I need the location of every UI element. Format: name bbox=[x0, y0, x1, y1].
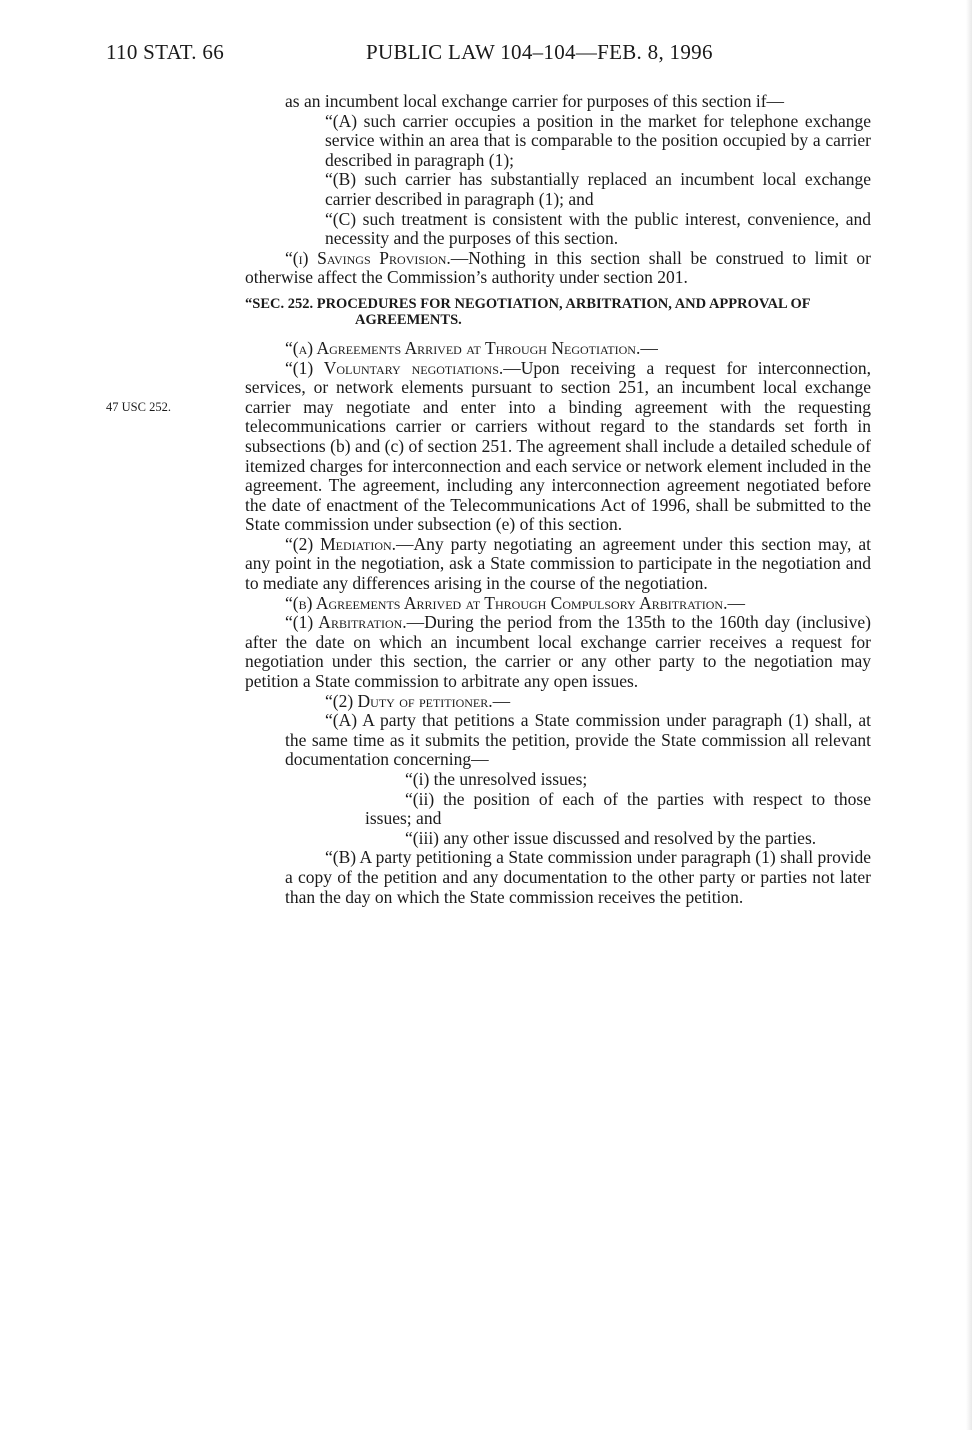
clause-a: “(A) such carrier occupies a position in the market for telephone exchange service within an area that is comparable to the position occupied by a carrier described in paragraph (1); bbox=[325, 110, 871, 170]
section-title: PROCEDURES FOR NEGOTIATION, ARBITRATION, AND APPROVAL OF AGREEMENTS. bbox=[316, 295, 811, 329]
section-label: “SEC. 252. bbox=[245, 295, 314, 312]
subparagraph-b2a: “(A) A party that petitions a State commission under paragraph (1) shall, at the same time as it submits the petition, provide the State commission all relevant documentation concerning— bbox=[285, 710, 871, 770]
section-heading bbox=[245, 296, 871, 329]
paragraph-a1 bbox=[205, 359, 871, 535]
subsection-a-heading: “(a) Agreements Arrived at Through Negotiation.— bbox=[285, 337, 658, 358]
clause-b2a-ii: “(ii) the position of each of the parties with respect to those issues; and bbox=[365, 788, 871, 829]
clause-c: “(C) such treatment is consistent with the public interest, convenience, and necessity and the purposes of this section. bbox=[325, 208, 871, 249]
public-law-reference: PUBLIC LAW 104–104—FEB. 8, 1996 bbox=[366, 40, 713, 64]
page-header bbox=[0, 40, 972, 74]
usc-margin-note: 47 USC 252. bbox=[106, 400, 171, 414]
paragraph-b1 bbox=[205, 613, 871, 691]
clause-b2a-i: “(i) the unresolved issues; bbox=[405, 769, 588, 789]
subsection-i-heading: “(i) Savings Provision. bbox=[285, 247, 451, 268]
paragraph-a1-heading: “(1) Voluntary negotiations. bbox=[285, 357, 504, 378]
paragraph-a1-text: —Upon receiving a request for interconnection, services, or network elements pursuant to section 251, an incumbent local exchange carrier may negotiate and enter into a binding agreement with the requesting telecommunications carrier or carriers without regard to the standards set forth in subsections (b) and (c) of section 251. The agreement shall include a detailed schedule of itemized charges for interconnection and each service or network element included in the agreement. The agreement, including any interconnection agreement negotiated before the date of enactment of the Telecommunications Act of 1996, shall be submitted to the State commission under subsection (e) of this section. bbox=[245, 357, 871, 535]
clause-b2a-iii: “(iii) any other issue discussed and resolved by the parties. bbox=[405, 827, 817, 848]
paragraph-a2 bbox=[205, 535, 871, 594]
paragraph-b1-heading: “(1) Arbitration. bbox=[285, 612, 407, 633]
paragraph-b1-text: —During the period from the 135th to the 160th day (inclusive) after the date on which an incumbent local exchange carrier receives a request for negotiation under this section, the carrier or any other party to the negotiation may petition a State commission to arbitrate any open issues. bbox=[245, 612, 871, 692]
paragraph-b2-heading: “(2) Duty of petitioner.— bbox=[325, 690, 511, 711]
subsection-i-text: —Nothing in this section shall be construed to limit or otherwise affect the Commission’s authority under section 201. bbox=[245, 247, 871, 288]
paragraph-continuation: as an incumbent local exchange carrier for purposes of this section if— bbox=[285, 91, 785, 111]
subparagraph-b2b: “(B) A party petitioning a State commission under paragraph (1) shall provide a copy of the petition and any documentation to the other party or parties not later than the day on which the State commission receives the petition. bbox=[285, 847, 871, 907]
page-edge bbox=[966, 0, 972, 1430]
statute-page-reference: 110 STAT. 66 bbox=[106, 40, 225, 64]
paragraph-a2-heading: “(2) Mediation. bbox=[285, 533, 397, 554]
clause-b: “(B) such carrier has substantially replaced an incumbent local exchange carrier described in paragraph (1); and bbox=[325, 169, 871, 209]
statute-text bbox=[245, 92, 871, 907]
paragraph-a2-text: —Any party negotiating an agreement under this section may, at any point in the negotiation, ask a State commission to participate in the negotiation and to mediate any differences arising in the course of the negotiation. bbox=[245, 533, 871, 594]
subsection-b-heading: “(b) Agreements Arrived at Through Compulsory Arbitration.— bbox=[285, 592, 745, 613]
subsection-i bbox=[245, 249, 871, 288]
